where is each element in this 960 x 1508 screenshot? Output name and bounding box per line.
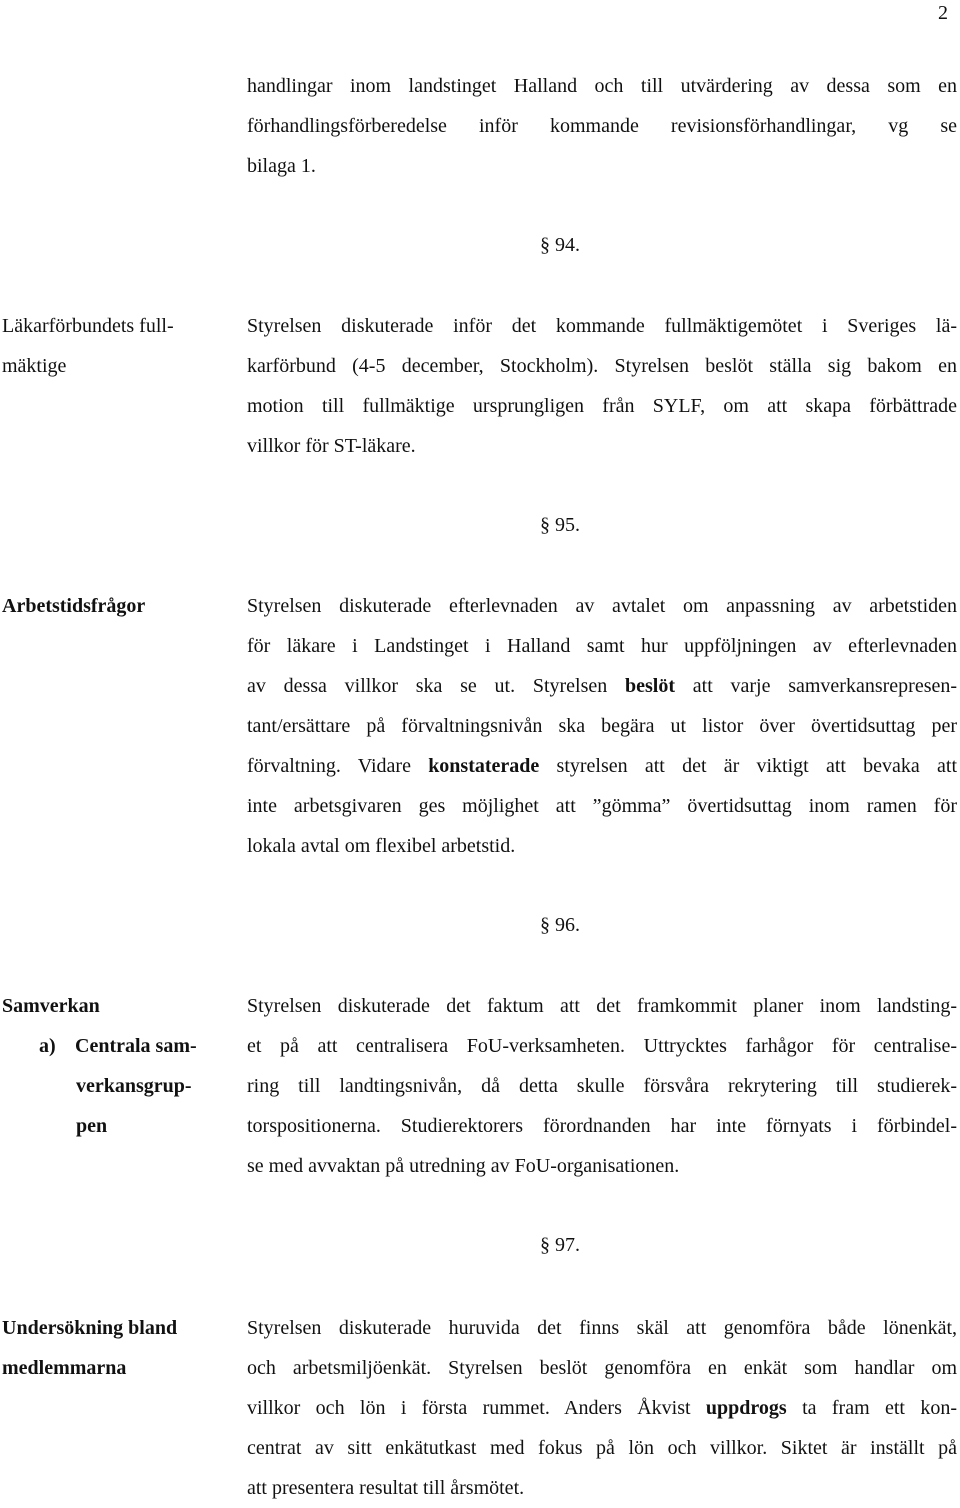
body-line	[247, 666, 957, 706]
section-heading-97	[2, 1308, 212, 1388]
heading-line: Samverkan	[2, 995, 100, 1017]
body-line: karförbund (4-5 december, Stockholm). Styrelsen beslöt ställa sig bakom en	[247, 355, 957, 377]
body-line	[247, 1388, 957, 1428]
body-line: Styrelsen diskuterade inför det kommande fullmäktigemötet i Sveriges lä-	[247, 315, 957, 337]
sub-heading-line: verkansgrup-	[76, 1075, 192, 1097]
body-text-run: förvaltning. Vidare	[247, 755, 411, 777]
emphasis-uppdrogs: uppdrogs	[705, 1397, 787, 1419]
body-line: och arbetsmiljöenkät. Styrelsen beslöt genomföra en enkät som handlar om	[247, 1357, 957, 1379]
emphasis-konstaterade: konstaterade	[428, 755, 540, 777]
sub-heading-line	[2, 1026, 212, 1066]
heading-line: Arbetstidsfrågor	[2, 595, 146, 617]
body-line: Styrelsen diskuterade efterlevnaden av avtalet om anpassning av arbetstiden	[247, 595, 957, 617]
section-mark-96: § 96.	[540, 914, 580, 936]
section-body-96	[247, 986, 957, 1186]
body-line: et på att centralisera FoU-verksamheten. Uttrycktes farhågor för centralise-	[247, 1035, 957, 1057]
body-text-run: styrelsen att det är viktigt att bevaka att	[556, 755, 958, 777]
body-line: Styrelsen diskuterade det faktum att det framkommit planer inom landsting-	[247, 995, 957, 1017]
section-mark-95: § 95.	[540, 514, 580, 536]
intro-line: handlingar inom landstinget Halland och till utvärdering av dessa som en	[247, 75, 957, 97]
body-line: villkor för ST-läkare.	[247, 435, 416, 457]
body-line: inte arbetsgivaren ges möjlighet att ”gömma” övertidsuttag inom ramen för	[247, 795, 957, 817]
sub-heading-line: pen	[76, 1115, 108, 1137]
body-line: se med avvaktan på utredning av FoU-organisationen.	[247, 1155, 680, 1177]
heading-line: medlemmarna	[2, 1357, 127, 1379]
section-mark-97: § 97.	[540, 1234, 580, 1256]
body-line: Styrelsen diskuterade huruvida det finns skäl att genomföra både lönenkät,	[247, 1317, 957, 1339]
sub-item-label: a)	[39, 1035, 56, 1057]
body-line: motion till fullmäktige ursprungligen från SYLF, om att skapa förbättrade	[247, 395, 957, 417]
body-text-run: ta fram ett kon-	[802, 1397, 957, 1419]
section-heading-94	[2, 306, 212, 386]
heading-line: Undersökning bland	[2, 1317, 178, 1339]
section-heading-96	[2, 986, 212, 1146]
heading-line: mäktige	[2, 355, 67, 377]
body-line: ring till landtingsnivån, då detta skulle försvåra rekrytering till studierek-	[247, 1075, 957, 1097]
body-line: lokala avtal om flexibel arbetstid.	[247, 835, 516, 857]
intro-paragraph	[247, 66, 957, 186]
body-text-run: av dessa villkor ska se ut. Styrelsen	[247, 675, 608, 697]
body-line	[247, 746, 957, 786]
body-text-run: att varje samverkansrepresen-	[692, 675, 958, 697]
heading-line: Läkarförbundets full-	[2, 315, 174, 337]
section-body-97	[247, 1308, 957, 1508]
page-number: 2	[938, 2, 948, 24]
body-text-run: villkor och lön i första rummet. Anders Åkvist	[247, 1397, 691, 1419]
body-line: för läkare i Landstinget i Halland samt hur uppföljningen av efterlevnaden	[247, 635, 957, 657]
section-body-95	[247, 586, 957, 866]
emphasis-beslot: beslöt	[625, 675, 676, 697]
body-line: tant/ersättare på förvaltningsnivån ska begära ut listor över övertidsuttag per	[247, 715, 957, 737]
intro-line: bilaga 1.	[247, 155, 316, 177]
section-heading-95	[2, 586, 212, 626]
sub-item-text: Centrala sam-	[75, 1035, 197, 1057]
body-line: centrat av sitt enkätutkast med fokus på lön och villkor. Siktet är inställt på	[247, 1437, 957, 1459]
body-line: att presentera resultat till årsmötet.	[247, 1477, 525, 1499]
section-mark-94: § 94.	[540, 234, 580, 256]
section-body-94	[247, 306, 957, 466]
intro-line: förhandlingsförberedelse inför kommande revisionsförhandlingar, vg se	[247, 115, 957, 137]
body-line: torspositionerna. Studierektorers förordnanden har inte förnyats i förbindel-	[247, 1115, 957, 1137]
